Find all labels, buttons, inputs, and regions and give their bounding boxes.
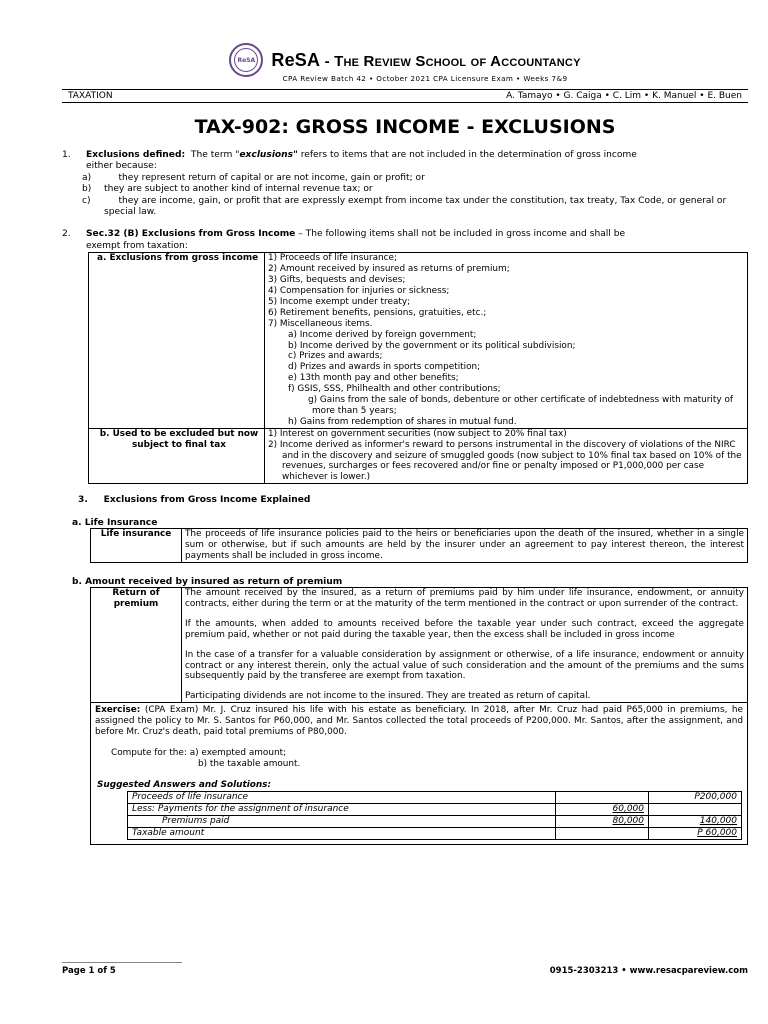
section-1-intro-c: either because: [86, 161, 157, 172]
solutions-heading: Suggested Answers and Solutions: [97, 779, 271, 790]
table-row [91, 588, 748, 703]
school-name-rest: - The Review School of Accountancy [320, 52, 581, 70]
exclusions-label: a. Exclusions from gross income [89, 253, 265, 429]
table-row: Less: Payments for the assignment of insurance 60,000 [128, 803, 742, 815]
section-2-number: 2. [62, 229, 71, 240]
final-tax-list: 1) Interest on government securities (now subject to 20% final tax) 2) Income derived as informer's reward to persons instrumental in the discovery of violations of the NIRC and in the discovery and seizure of smuggled goods (now subject to 10% final tax based on 10% of the revenues, surcharges or fees recovered and/or fine or penalty imposed or P1,000,000 per case whichever is lower.) [265, 428, 748, 484]
section-1-number: 1. [62, 150, 71, 160]
school-name [271, 50, 580, 71]
table-row: Premiums paid 80,000 140,000 [128, 815, 742, 827]
final-tax-label: b. Used to be excluded but now subject to final tax [89, 428, 265, 484]
section-2 [62, 229, 748, 252]
table-row [89, 253, 748, 429]
life-insurance-label: Life insurance [91, 529, 182, 563]
footer-rule [62, 962, 182, 963]
section-1-term: exclusions" [239, 150, 298, 160]
section-2-rest2: exempt from taxation: [86, 240, 188, 251]
life-insurance-table [90, 528, 748, 563]
batch-line: CPA Review Batch 42 • October 2021 CPA Licensure Exam • Weeks 7&9 [282, 74, 568, 83]
resa-logo-icon [229, 43, 263, 77]
return-of-premium-text: The amount received by the insured, as a return of premiums paid by him under life insurance, endowment, or annuity contracts, either during the term or at the maturity of the term mentioned in the contract or upon surrender of the contract. If the amounts, when added to amounts received before the taxable year under such contract, exceed the aggregate premium paid, whether or not paid during the taxable year, then the excess shall be included in gross income In the case of a transfer for a valuable consideration by assignment or otherwise, of a life insurance, endowment or annuity contract or any interest therein, only the actual value of such consideration and the amount of the premiums and the sums subsequently paid by the transferee are exempt from taxation. Participating dividends are not income to the insured. They are treated as return of capital. [182, 588, 748, 703]
table-row [91, 703, 748, 844]
authors-label: A. Tamayo • G. Caiga • C. Lim • K. Manuel • E. Buen [506, 91, 742, 101]
subject-label: TAXATION [68, 91, 113, 101]
list-item: a) they represent return of capital or are not income, gain or profit; or [82, 172, 425, 183]
table-row [89, 428, 748, 484]
exercise-heading: Exercise: [95, 705, 141, 716]
exercise-text: (CPA Exam) Mr. J. Cruz insured his life with his estate as beneficiary. In 2018, after Mr. Cruz had paid P65,000 in premiums, he assigned the policy to Mr. S. Santos for P60,000, and Mr. Santos collected the total proceeds of P200,000. Mr. Santos, after the assignment, and before Mr. Cruz's death, paid total premiums of P80,000. [95, 705, 743, 738]
section-1-intro-a: The term " [190, 150, 240, 160]
exercise-box [91, 703, 748, 844]
return-of-premium-heading: b. Amount received by insured as return of premium [72, 577, 343, 587]
section-2-rest: – The following items shall not be included in gross income and shall be [295, 229, 626, 240]
section-1-heading: Exclusions defined: [86, 150, 186, 160]
compute-line: Compute for the: a) exempted amount; [111, 747, 287, 758]
contact-info: 0915-2303213 • www.resacpareview.com [549, 966, 748, 976]
section-1 [62, 150, 748, 218]
subject-bar [62, 89, 748, 103]
section-3-heading: 3. Exclusions from Gross Income Explained [78, 495, 311, 506]
exclusions-table [88, 252, 748, 484]
life-insurance-text: The proceeds of life insurance policies paid to the heirs or beneficiaries upon the death of the insured, whether in a single sum or otherwise, but if such amounts are held by the insurer under an agreement to pay interest thereon, the interest payments shall be included in gross income. [182, 529, 748, 563]
exclusions-list: 1) Proceeds of life insurance; 2) Amount received by insured as returns of premium; 3) Gifts, bequests and devises; 4) Compensation for injuries or sickness; 5) Income exempt under treaty; 6) Retirement benefits, pensions, gratuities, etc.; 7) Miscellaneous items. a) Income derived by foreign government; b) Income derived by the government or its political subdivision; c) Prizes and awards; d) Prizes and awards in sports competition; e) 13th month pay and other benefits; f) GSIS, SSS, Philhealth and other contributions; g) Gains from the sale of bonds, debenture or other certificate of indebtedness with maturity of more than 5 years; h) Gains from redemption of shares in mutual fund. [265, 253, 748, 429]
list-item: c) they are income, gain, or profit that are expressly exempt from income tax under the constitution, tax treaty, Tax Code, or general or special law. [82, 195, 730, 218]
return-of-premium-label: Return of premium [91, 588, 182, 703]
document-page [62, 38, 748, 845]
life-insurance-heading: a. Life Insurance [72, 518, 158, 529]
solution-table [127, 791, 742, 840]
logo-text: ReSA [234, 48, 258, 72]
table-row [91, 529, 748, 563]
section-2-heading: Sec.32 (B) Exclusions from Gross Income [86, 229, 296, 240]
return-of-premium-table [90, 587, 748, 845]
section-1-list [62, 173, 748, 219]
compute-line-b: b) the taxable amount. [198, 758, 301, 769]
table-row: Proceeds of life insurance P200,000 [128, 791, 742, 803]
school-name-bold: ReSA [271, 49, 321, 70]
list-item: b) they are subject to another kind of internal revenue tax; or [82, 184, 373, 195]
page-title: TAX-902: GROSS INCOME - EXCLUSIONS [194, 116, 616, 138]
page-number: Page 1 of 5 [62, 966, 116, 976]
table-row: Taxable amount P 60,000 [128, 827, 742, 839]
footer [62, 966, 748, 976]
section-1-intro-b: refers to items that are not included in the determination of gross income [297, 150, 637, 160]
